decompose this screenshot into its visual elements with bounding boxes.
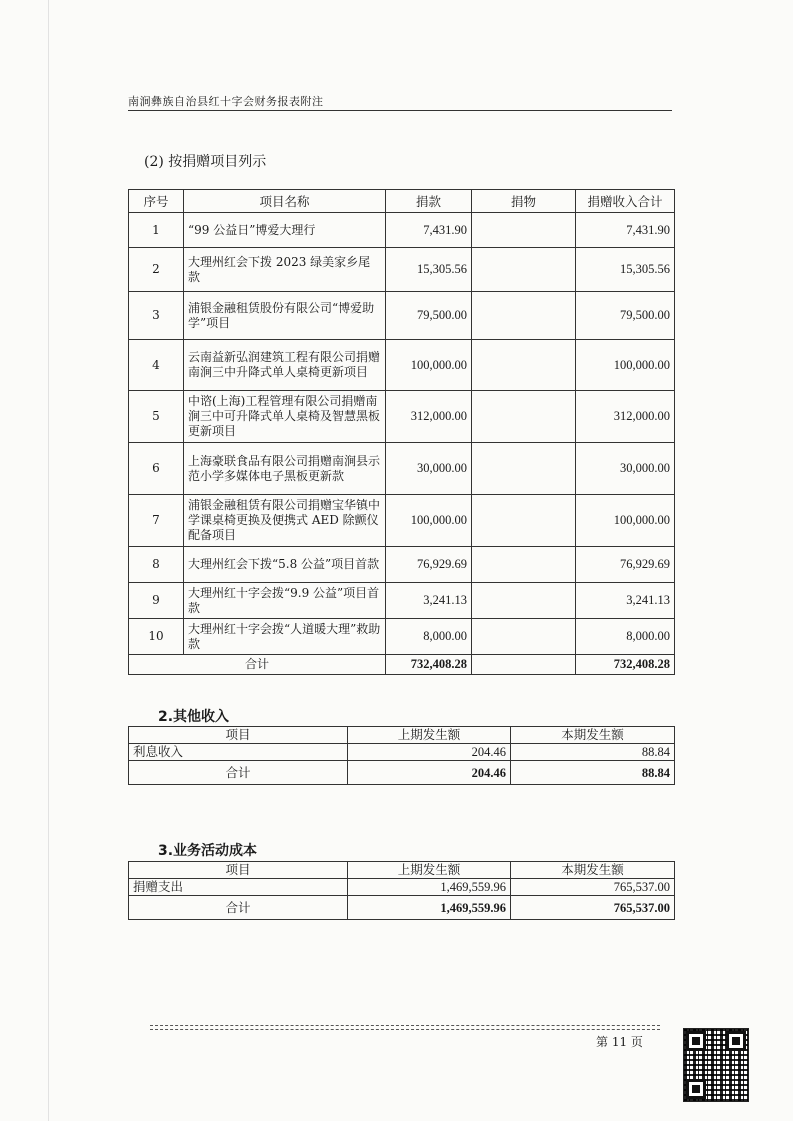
total-label: 合计 (129, 896, 348, 920)
cash-amount: 100,000.00 (386, 495, 472, 547)
section2-title: 2.其他收入 (158, 709, 230, 725)
total-amount: 79,500.00 (576, 292, 675, 340)
project-name: 大理州红会下拨“5.8 公益”项目首款 (184, 547, 386, 583)
curr-amount: 88.84 (511, 744, 675, 761)
table-row (129, 547, 675, 583)
table-header-row (129, 727, 675, 744)
row-number: 9 (129, 583, 184, 619)
column-header: 上期发生额 (348, 727, 511, 744)
total-prev: 1,469,559.96 (348, 896, 511, 920)
footer-divider (150, 1025, 660, 1026)
footer-divider (150, 1029, 660, 1030)
total-label: 合计 (129, 761, 348, 785)
goods-amount (472, 619, 576, 655)
grand-total: 732,408.28 (576, 655, 675, 675)
donation-project-table (128, 189, 675, 675)
total-amount: 8,000.00 (576, 619, 675, 655)
table-row (129, 248, 675, 292)
total-curr: 88.84 (511, 761, 675, 785)
goods-amount (472, 248, 576, 292)
total-cash: 732,408.28 (386, 655, 472, 675)
other-income-table (128, 726, 675, 785)
column-header: 项目 (129, 727, 348, 744)
total-row (129, 655, 675, 675)
row-number: 1 (129, 213, 184, 248)
total-row (129, 896, 675, 920)
scan-edge-line (48, 0, 49, 1121)
project-name: 大理州红十字会拨“9.9 公益”项目首款 (184, 583, 386, 619)
section3-title: 3.业务活动成本 (158, 843, 258, 859)
table-row (129, 443, 675, 495)
table-row (129, 619, 675, 655)
total-amount: 76,929.69 (576, 547, 675, 583)
column-header: 本期发生额 (511, 862, 675, 879)
header-divider (128, 110, 672, 111)
goods-amount (472, 391, 576, 443)
page-number: 第 11 页 (596, 1035, 643, 1049)
total-amount: 7,431.90 (576, 213, 675, 248)
activity-cost-table (128, 861, 675, 920)
curr-amount: 765,537.00 (511, 879, 675, 896)
prev-amount: 204.46 (348, 744, 511, 761)
cash-amount: 8,000.00 (386, 619, 472, 655)
goods-amount (472, 340, 576, 391)
column-header: 本期发生额 (511, 727, 675, 744)
table-row (129, 213, 675, 248)
row-number: 6 (129, 443, 184, 495)
item-name: 捐赠支出 (129, 879, 348, 896)
row-number: 5 (129, 391, 184, 443)
page-header: 南涧彝族自治县红十字会财务报表附注 (128, 95, 324, 108)
row-number: 8 (129, 547, 184, 583)
total-row (129, 761, 675, 785)
goods-amount (472, 547, 576, 583)
table-row (129, 292, 675, 340)
cash-amount: 3,241.13 (386, 583, 472, 619)
total-amount: 100,000.00 (576, 340, 675, 391)
prev-amount: 1,469,559.96 (348, 879, 511, 896)
table-row (129, 340, 675, 391)
total-label: 合计 (129, 655, 386, 675)
table-header-row (129, 190, 675, 213)
total-prev: 204.46 (348, 761, 511, 785)
section1-title: (2) 按捐赠项目列示 (144, 154, 267, 170)
table-row (129, 879, 675, 896)
column-header: 捐物 (472, 190, 576, 213)
column-header: 捐款 (386, 190, 472, 213)
cash-amount: 15,305.56 (386, 248, 472, 292)
cash-amount: 76,929.69 (386, 547, 472, 583)
qr-finder-mark (686, 1031, 706, 1051)
row-number: 7 (129, 495, 184, 547)
row-number: 2 (129, 248, 184, 292)
goods-amount (472, 443, 576, 495)
project-name: 云南益新弘润建筑工程有限公司捐赠南涧三中升降式单人桌椅更新项目 (184, 340, 386, 391)
total-amount: 15,305.56 (576, 248, 675, 292)
project-name: 浦银金融租赁有限公司捐赠宝华镇中学课桌椅更换及便携式 AED 除颤仪配备项目 (184, 495, 386, 547)
column-header: 上期发生额 (348, 862, 511, 879)
cash-amount: 100,000.00 (386, 340, 472, 391)
cash-amount: 30,000.00 (386, 443, 472, 495)
total-amount: 100,000.00 (576, 495, 675, 547)
total-amount: 312,000.00 (576, 391, 675, 443)
cash-amount: 312,000.00 (386, 391, 472, 443)
total-curr: 765,537.00 (511, 896, 675, 920)
cash-amount: 7,431.90 (386, 213, 472, 248)
project-name: 浦银金融租赁股份有限公司“博爱助学”项目 (184, 292, 386, 340)
table-row (129, 391, 675, 443)
row-number: 4 (129, 340, 184, 391)
qr-code-icon (683, 1028, 749, 1102)
table-row (129, 744, 675, 761)
column-header: 项目名称 (184, 190, 386, 213)
item-name: 利息收入 (129, 744, 348, 761)
goods-amount (472, 583, 576, 619)
goods-amount (472, 495, 576, 547)
column-header: 项目 (129, 862, 348, 879)
project-name: 大理州红会下拨 2023 绿美家乡尾款 (184, 248, 386, 292)
goods-amount (472, 213, 576, 248)
qr-finder-mark (726, 1031, 746, 1051)
cash-amount: 79,500.00 (386, 292, 472, 340)
table-row (129, 583, 675, 619)
table-row (129, 495, 675, 547)
goods-amount (472, 292, 576, 340)
total-amount: 30,000.00 (576, 443, 675, 495)
total-goods (472, 655, 576, 675)
row-number: 3 (129, 292, 184, 340)
table-header-row (129, 862, 675, 879)
row-number: 10 (129, 619, 184, 655)
column-header: 序号 (129, 190, 184, 213)
total-amount: 3,241.13 (576, 583, 675, 619)
project-name: “99 公益日”博爱大理行 (184, 213, 386, 248)
project-name: 大理州红十字会拨“人道暖大理”救助款 (184, 619, 386, 655)
qr-finder-mark (686, 1079, 706, 1099)
project-name: 中谘(上海)工程管理有限公司捐赠南涧三中可升降式单人桌椅及智慧黑板更新项目 (184, 391, 386, 443)
column-header: 捐赠收入合计 (576, 190, 675, 213)
project-name: 上海豪联食品有限公司捐赠南涧县示范小学多媒体电子黑板更新款 (184, 443, 386, 495)
